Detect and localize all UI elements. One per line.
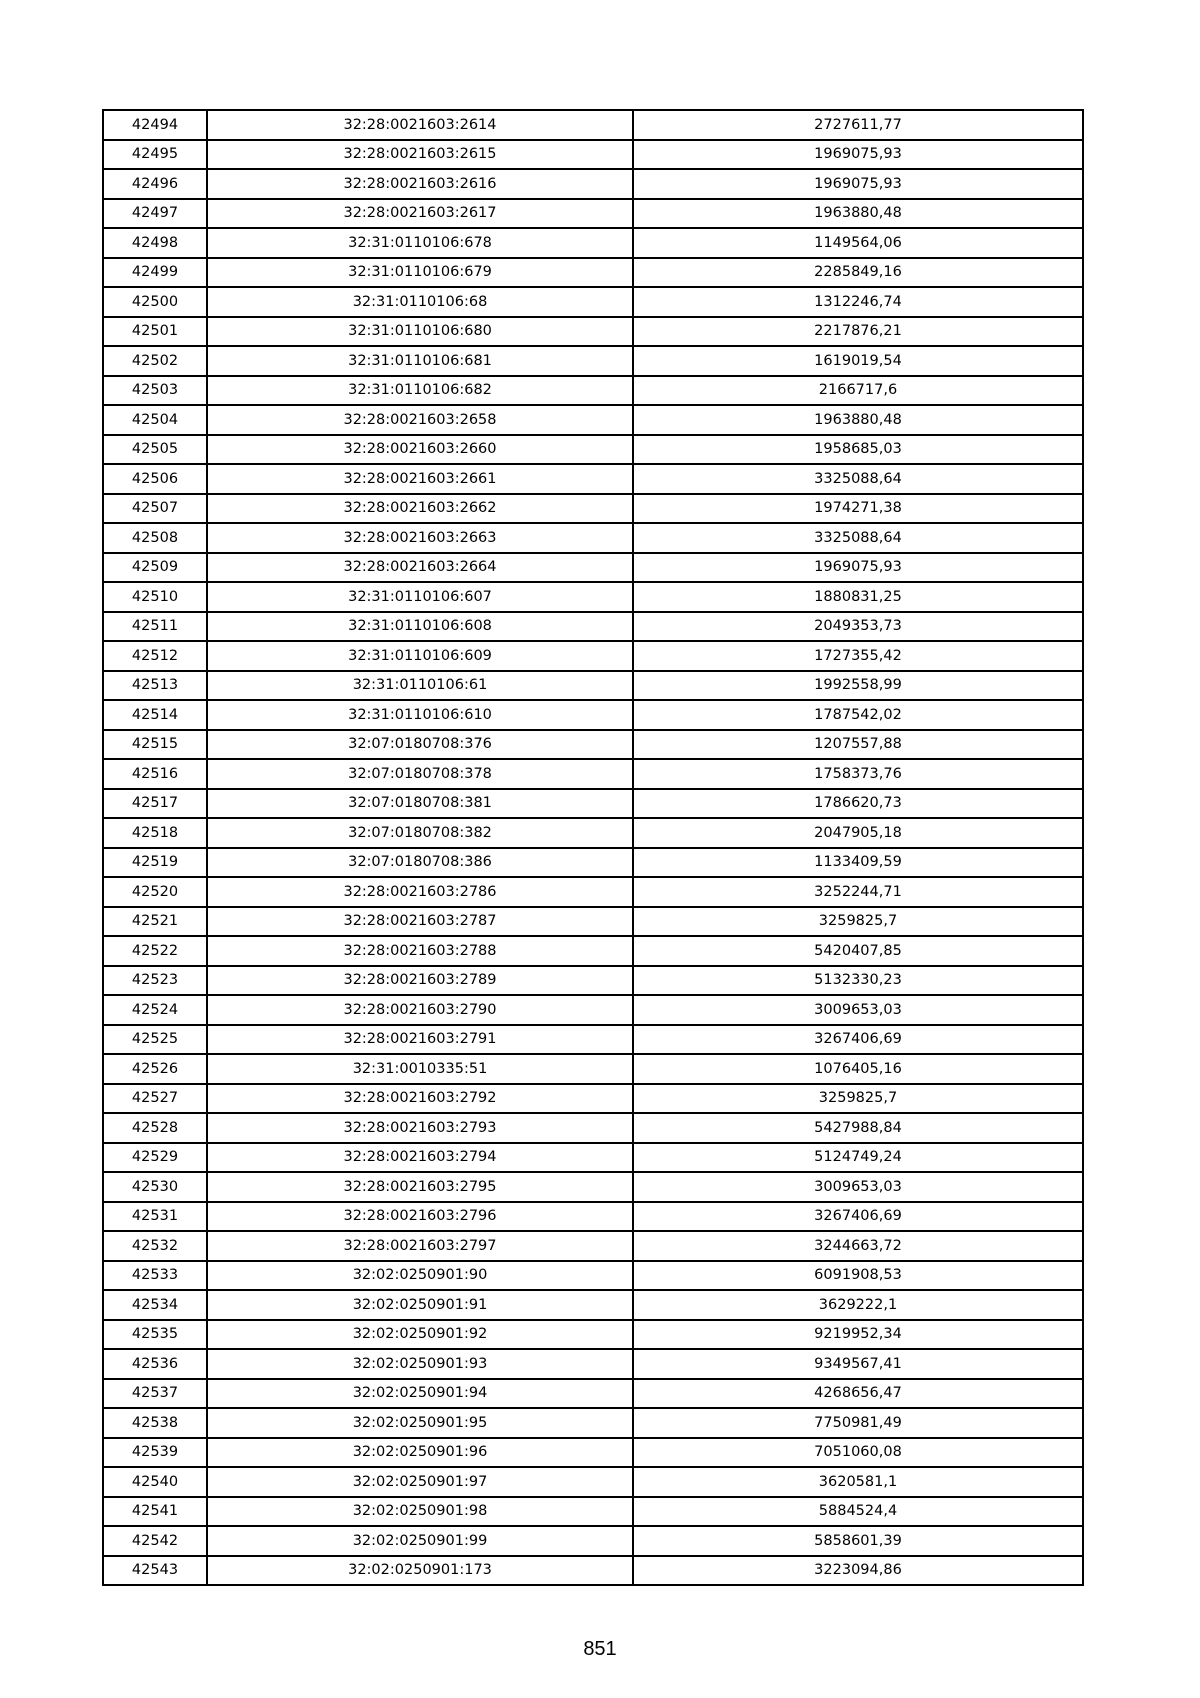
table-row bbox=[103, 1556, 1083, 1586]
cadastral-value-cell: 1619019,54 bbox=[633, 346, 1083, 376]
cadastral-value-cell: 2166717,6 bbox=[633, 376, 1083, 406]
row-number-cell: 42499 bbox=[103, 258, 207, 288]
cadastral-number-cell: 32:28:0021603:2797 bbox=[207, 1231, 633, 1261]
table-row bbox=[103, 110, 1083, 140]
table-row bbox=[103, 1290, 1083, 1320]
cadastral-number-cell: 32:31:0110106:608 bbox=[207, 612, 633, 642]
row-number-cell: 42522 bbox=[103, 936, 207, 966]
cadastral-number-cell: 32:02:0250901:93 bbox=[207, 1349, 633, 1379]
cadastral-number-cell: 32:07:0180708:386 bbox=[207, 848, 633, 878]
table-row bbox=[103, 1113, 1083, 1143]
row-number-cell: 42540 bbox=[103, 1467, 207, 1497]
row-number-cell: 42530 bbox=[103, 1172, 207, 1202]
cadastral-value-cell: 1207557,88 bbox=[633, 730, 1083, 760]
table-row bbox=[103, 730, 1083, 760]
cadastral-number-cell: 32:28:0021603:2793 bbox=[207, 1113, 633, 1143]
table-row bbox=[103, 1349, 1083, 1379]
row-number-cell: 42539 bbox=[103, 1438, 207, 1468]
cadastral-number-cell: 32:31:0110106:607 bbox=[207, 582, 633, 612]
table-row bbox=[103, 1379, 1083, 1409]
row-number-cell: 42523 bbox=[103, 966, 207, 996]
table-row bbox=[103, 553, 1083, 583]
cadastral-number-cell: 32:28:0021603:2662 bbox=[207, 494, 633, 524]
row-number-cell: 42519 bbox=[103, 848, 207, 878]
row-number-cell: 42543 bbox=[103, 1556, 207, 1586]
cadastral-number-cell: 32:28:0021603:2663 bbox=[207, 523, 633, 553]
cadastral-value-cell: 3267406,69 bbox=[633, 1025, 1083, 1055]
table-row bbox=[103, 169, 1083, 199]
row-number-cell: 42505 bbox=[103, 435, 207, 465]
cadastral-value-cell: 1787542,02 bbox=[633, 700, 1083, 730]
table-row bbox=[103, 936, 1083, 966]
cadastral-number-cell: 32:31:0110106:680 bbox=[207, 317, 633, 347]
cadastral-value-cell: 1786620,73 bbox=[633, 789, 1083, 819]
cadastral-value-cell: 1963880,48 bbox=[633, 199, 1083, 229]
cadastral-number-cell: 32:02:0250901:97 bbox=[207, 1467, 633, 1497]
table-row bbox=[103, 523, 1083, 553]
table-row bbox=[103, 376, 1083, 406]
cadastral-number-cell: 32:31:0110106:68 bbox=[207, 287, 633, 317]
cadastral-number-cell: 32:28:0021603:2658 bbox=[207, 405, 633, 435]
row-number-cell: 42521 bbox=[103, 907, 207, 937]
row-number-cell: 42520 bbox=[103, 877, 207, 907]
row-number-cell: 42518 bbox=[103, 818, 207, 848]
cadastral-number-cell: 32:07:0180708:376 bbox=[207, 730, 633, 760]
cadastral-number-cell: 32:02:0250901:173 bbox=[207, 1556, 633, 1586]
cadastral-number-cell: 32:31:0110106:679 bbox=[207, 258, 633, 288]
table-row bbox=[103, 789, 1083, 819]
row-number-cell: 42525 bbox=[103, 1025, 207, 1055]
cadastral-value-cell: 1992558,99 bbox=[633, 671, 1083, 701]
table-row bbox=[103, 1231, 1083, 1261]
cadastral-number-cell: 32:31:0010335:51 bbox=[207, 1054, 633, 1084]
cadastral-number-cell: 32:02:0250901:94 bbox=[207, 1379, 633, 1409]
cadastral-number-cell: 32:28:0021603:2788 bbox=[207, 936, 633, 966]
cadastral-value-cell: 5124749,24 bbox=[633, 1143, 1083, 1173]
cadastral-value-cell: 3325088,64 bbox=[633, 464, 1083, 494]
table-row bbox=[103, 1408, 1083, 1438]
cadastral-number-cell: 32:28:0021603:2790 bbox=[207, 995, 633, 1025]
cadastral-value-cell: 3252244,71 bbox=[633, 877, 1083, 907]
cadastral-number-cell: 32:31:0110106:610 bbox=[207, 700, 633, 730]
row-number-cell: 42536 bbox=[103, 1349, 207, 1379]
cadastral-value-cell: 3259825,7 bbox=[633, 907, 1083, 937]
page-number: 851 bbox=[583, 1638, 617, 1660]
row-number-cell: 42503 bbox=[103, 376, 207, 406]
cadastral-value-cell: 4268656,47 bbox=[633, 1379, 1083, 1409]
cadastral-number-cell: 32:28:0021603:2791 bbox=[207, 1025, 633, 1055]
row-number-cell: 42502 bbox=[103, 346, 207, 376]
cadastral-number-cell: 32:28:0021603:2661 bbox=[207, 464, 633, 494]
cadastral-value-cell: 2285849,16 bbox=[633, 258, 1083, 288]
table-row bbox=[103, 1320, 1083, 1350]
row-number-cell: 42501 bbox=[103, 317, 207, 347]
cadastral-number-cell: 32:28:0021603:2795 bbox=[207, 1172, 633, 1202]
cadastral-number-cell: 32:28:0021603:2796 bbox=[207, 1202, 633, 1232]
table-row bbox=[103, 1526, 1083, 1556]
cadastral-number-cell: 32:28:0021603:2614 bbox=[207, 110, 633, 140]
cadastral-number-cell: 32:28:0021603:2615 bbox=[207, 140, 633, 170]
cadastral-number-cell: 32:28:0021603:2792 bbox=[207, 1084, 633, 1114]
row-number-cell: 42529 bbox=[103, 1143, 207, 1173]
row-number-cell: 42534 bbox=[103, 1290, 207, 1320]
cadastral-number-cell: 32:02:0250901:98 bbox=[207, 1497, 633, 1527]
cadastral-value-table bbox=[102, 109, 1084, 1586]
row-number-cell: 42510 bbox=[103, 582, 207, 612]
cadastral-value-cell: 5420407,85 bbox=[633, 936, 1083, 966]
table-row bbox=[103, 1143, 1083, 1173]
cadastral-value-cell: 5884524,4 bbox=[633, 1497, 1083, 1527]
table-row bbox=[103, 1054, 1083, 1084]
table-row bbox=[103, 435, 1083, 465]
cadastral-number-cell: 32:02:0250901:96 bbox=[207, 1438, 633, 1468]
table-row bbox=[103, 641, 1083, 671]
table-row bbox=[103, 582, 1083, 612]
table-row bbox=[103, 317, 1083, 347]
table-row bbox=[103, 995, 1083, 1025]
cadastral-value-cell: 1076405,16 bbox=[633, 1054, 1083, 1084]
row-number-cell: 42537 bbox=[103, 1379, 207, 1409]
table-row bbox=[103, 405, 1083, 435]
table-row bbox=[103, 1172, 1083, 1202]
cadastral-value-cell: 3009653,03 bbox=[633, 1172, 1083, 1202]
cadastral-value-cell: 1149564,06 bbox=[633, 228, 1083, 258]
cadastral-value-cell: 7051060,08 bbox=[633, 1438, 1083, 1468]
cadastral-value-cell: 1969075,93 bbox=[633, 169, 1083, 199]
cadastral-value-cell: 1133409,59 bbox=[633, 848, 1083, 878]
cadastral-number-cell: 32:28:0021603:2786 bbox=[207, 877, 633, 907]
cadastral-value-cell: 1974271,38 bbox=[633, 494, 1083, 524]
cadastral-value-cell: 1758373,76 bbox=[633, 759, 1083, 789]
table-row bbox=[103, 258, 1083, 288]
cadastral-value-cell: 1958685,03 bbox=[633, 435, 1083, 465]
cadastral-value-cell: 3629222,1 bbox=[633, 1290, 1083, 1320]
row-number-cell: 42494 bbox=[103, 110, 207, 140]
cadastral-number-cell: 32:31:0110106:681 bbox=[207, 346, 633, 376]
row-number-cell: 42513 bbox=[103, 671, 207, 701]
cadastral-number-cell: 32:07:0180708:378 bbox=[207, 759, 633, 789]
table-row bbox=[103, 612, 1083, 642]
row-number-cell: 42535 bbox=[103, 1320, 207, 1350]
cadastral-number-cell: 32:02:0250901:99 bbox=[207, 1526, 633, 1556]
cadastral-value-cell: 6091908,53 bbox=[633, 1261, 1083, 1291]
cadastral-value-cell: 2727611,77 bbox=[633, 110, 1083, 140]
table-row bbox=[103, 140, 1083, 170]
table-row bbox=[103, 494, 1083, 524]
row-number-cell: 42497 bbox=[103, 199, 207, 229]
table-row bbox=[103, 287, 1083, 317]
cadastral-number-cell: 32:28:0021603:2789 bbox=[207, 966, 633, 996]
cadastral-value-cell: 1727355,42 bbox=[633, 641, 1083, 671]
cadastral-number-cell: 32:28:0021603:2787 bbox=[207, 907, 633, 937]
row-number-cell: 42526 bbox=[103, 1054, 207, 1084]
row-number-cell: 42498 bbox=[103, 228, 207, 258]
row-number-cell: 42515 bbox=[103, 730, 207, 760]
cadastral-number-cell: 32:28:0021603:2664 bbox=[207, 553, 633, 583]
table-row bbox=[103, 1025, 1083, 1055]
cadastral-value-cell: 3267406,69 bbox=[633, 1202, 1083, 1232]
table-row bbox=[103, 848, 1083, 878]
cadastral-number-cell: 32:28:0021603:2794 bbox=[207, 1143, 633, 1173]
cadastral-number-cell: 32:31:0110106:609 bbox=[207, 641, 633, 671]
row-number-cell: 42533 bbox=[103, 1261, 207, 1291]
cadastral-value-cell: 5132330,23 bbox=[633, 966, 1083, 996]
table-row bbox=[103, 671, 1083, 701]
cadastral-value-cell: 1969075,93 bbox=[633, 140, 1083, 170]
cadastral-value-cell: 3009653,03 bbox=[633, 995, 1083, 1025]
table-row bbox=[103, 464, 1083, 494]
row-number-cell: 42512 bbox=[103, 641, 207, 671]
row-number-cell: 42516 bbox=[103, 759, 207, 789]
row-number-cell: 42528 bbox=[103, 1113, 207, 1143]
row-number-cell: 42542 bbox=[103, 1526, 207, 1556]
row-number-cell: 42500 bbox=[103, 287, 207, 317]
table-row bbox=[103, 877, 1083, 907]
cadastral-value-cell: 5858601,39 bbox=[633, 1526, 1083, 1556]
cadastral-number-cell: 32:02:0250901:91 bbox=[207, 1290, 633, 1320]
table-row bbox=[103, 199, 1083, 229]
cadastral-number-cell: 32:02:0250901:92 bbox=[207, 1320, 633, 1350]
row-number-cell: 42531 bbox=[103, 1202, 207, 1232]
cadastral-value-cell: 2217876,21 bbox=[633, 317, 1083, 347]
row-number-cell: 42514 bbox=[103, 700, 207, 730]
row-number-cell: 42511 bbox=[103, 612, 207, 642]
cadastral-number-cell: 32:31:0110106:61 bbox=[207, 671, 633, 701]
table-body bbox=[103, 110, 1083, 1585]
table-row bbox=[103, 1261, 1083, 1291]
cadastral-value-cell: 2049353,73 bbox=[633, 612, 1083, 642]
cadastral-number-cell: 32:31:0110106:678 bbox=[207, 228, 633, 258]
row-number-cell: 42496 bbox=[103, 169, 207, 199]
cadastral-value-cell: 3620581,1 bbox=[633, 1467, 1083, 1497]
cadastral-number-cell: 32:07:0180708:381 bbox=[207, 789, 633, 819]
table-row bbox=[103, 228, 1083, 258]
table-row bbox=[103, 700, 1083, 730]
cadastral-value-cell: 3244663,72 bbox=[633, 1231, 1083, 1261]
table-row bbox=[103, 818, 1083, 848]
table-row bbox=[103, 1438, 1083, 1468]
row-number-cell: 42524 bbox=[103, 995, 207, 1025]
row-number-cell: 42506 bbox=[103, 464, 207, 494]
cadastral-number-cell: 32:07:0180708:382 bbox=[207, 818, 633, 848]
row-number-cell: 42538 bbox=[103, 1408, 207, 1438]
cadastral-number-cell: 32:28:0021603:2617 bbox=[207, 199, 633, 229]
table-row bbox=[103, 966, 1083, 996]
row-number-cell: 42532 bbox=[103, 1231, 207, 1261]
row-number-cell: 42507 bbox=[103, 494, 207, 524]
cadastral-number-cell: 32:02:0250901:95 bbox=[207, 1408, 633, 1438]
cadastral-number-cell: 32:31:0110106:682 bbox=[207, 376, 633, 406]
table-row bbox=[103, 346, 1083, 376]
cadastral-value-cell: 3325088,64 bbox=[633, 523, 1083, 553]
table-row bbox=[103, 1084, 1083, 1114]
cadastral-number-cell: 32:02:0250901:90 bbox=[207, 1261, 633, 1291]
cadastral-value-cell: 1963880,48 bbox=[633, 405, 1083, 435]
row-number-cell: 42517 bbox=[103, 789, 207, 819]
cadastral-value-cell: 2047905,18 bbox=[633, 818, 1083, 848]
row-number-cell: 42527 bbox=[103, 1084, 207, 1114]
cadastral-value-cell: 1312246,74 bbox=[633, 287, 1083, 317]
cadastral-value-table-container bbox=[102, 109, 1082, 1586]
table-row bbox=[103, 1467, 1083, 1497]
table-row bbox=[103, 759, 1083, 789]
cadastral-value-cell: 5427988,84 bbox=[633, 1113, 1083, 1143]
cadastral-value-cell: 7750981,49 bbox=[633, 1408, 1083, 1438]
cadastral-value-cell: 1969075,93 bbox=[633, 553, 1083, 583]
table-row bbox=[103, 1497, 1083, 1527]
table-row bbox=[103, 1202, 1083, 1232]
cadastral-value-cell: 9349567,41 bbox=[633, 1349, 1083, 1379]
cadastral-number-cell: 32:28:0021603:2660 bbox=[207, 435, 633, 465]
row-number-cell: 42541 bbox=[103, 1497, 207, 1527]
cadastral-number-cell: 32:28:0021603:2616 bbox=[207, 169, 633, 199]
table-row bbox=[103, 907, 1083, 937]
cadastral-value-cell: 9219952,34 bbox=[633, 1320, 1083, 1350]
row-number-cell: 42495 bbox=[103, 140, 207, 170]
row-number-cell: 42504 bbox=[103, 405, 207, 435]
row-number-cell: 42508 bbox=[103, 523, 207, 553]
cadastral-value-cell: 3259825,7 bbox=[633, 1084, 1083, 1114]
cadastral-value-cell: 1880831,25 bbox=[633, 582, 1083, 612]
cadastral-value-cell: 3223094,86 bbox=[633, 1556, 1083, 1586]
row-number-cell: 42509 bbox=[103, 553, 207, 583]
